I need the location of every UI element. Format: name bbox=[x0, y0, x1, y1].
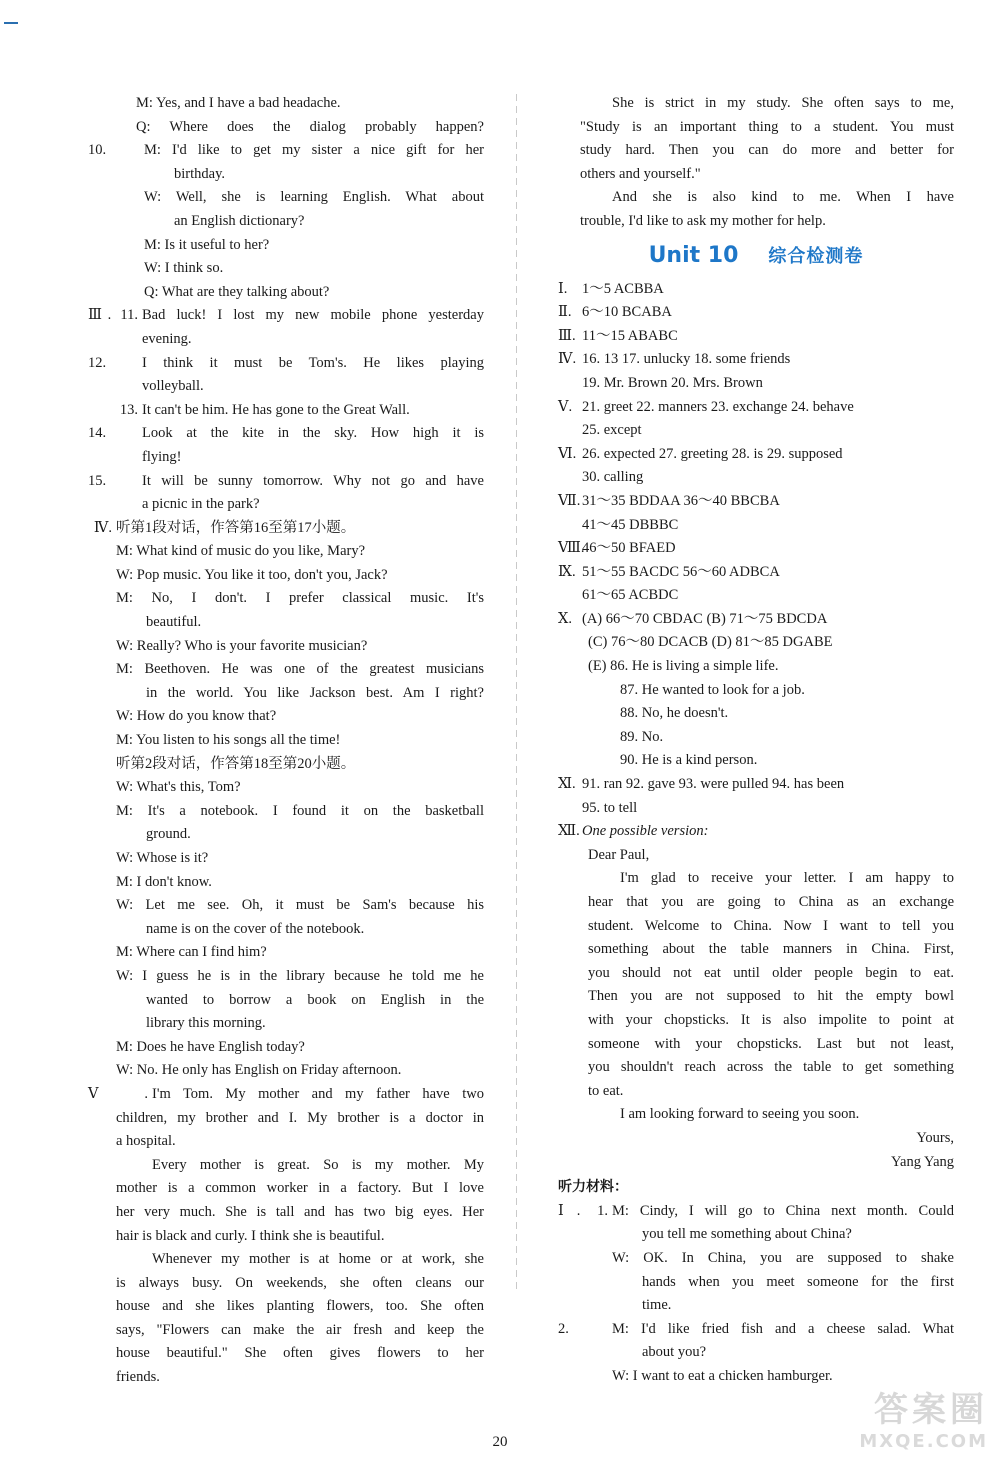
line-text: W: Let me see. Oh, it must be Sam's because his bbox=[116, 897, 484, 914]
text-line bbox=[88, 1248, 484, 1272]
text-line bbox=[88, 399, 484, 423]
line-text: name is on the cover of the notebook. bbox=[146, 920, 365, 937]
line-text: children, my brother and I. My brother is a doctor in bbox=[116, 1109, 484, 1126]
line-text: hands when you meet someone for the first bbox=[642, 1273, 954, 1290]
text-line bbox=[88, 729, 484, 753]
line-text: trouble, I'd like to ask my mother for help. bbox=[580, 212, 826, 229]
line-text: M: I'd like fried fish and a cheese salad. What bbox=[612, 1320, 954, 1337]
line-text: And she is also kind to me. When I have bbox=[612, 189, 954, 206]
text-line bbox=[558, 679, 954, 703]
text-line bbox=[558, 749, 954, 773]
text-line bbox=[88, 92, 484, 116]
line-text: student. Welcome to China. Now I want to tell you bbox=[588, 917, 954, 934]
line-text: 1～5 ACBBA bbox=[582, 280, 664, 297]
line-text: M: I'd like to get my sister a nice gift for her bbox=[144, 142, 484, 159]
text-line bbox=[558, 726, 954, 750]
line-text: 26. expected 27. greeting 28. is 29. supposed bbox=[582, 445, 843, 462]
item-number: Ⅺ. bbox=[558, 776, 576, 793]
item-number: Ⅵ. bbox=[558, 445, 577, 462]
text-line bbox=[88, 281, 484, 305]
essay-salutation: Dear Paul, bbox=[588, 846, 650, 863]
essay-body bbox=[558, 867, 954, 1127]
text-line bbox=[558, 1056, 954, 1080]
text-line bbox=[88, 517, 484, 541]
line-text: says, "Flowers can make the air fresh and keep the bbox=[116, 1321, 484, 1338]
line-text: friends. bbox=[116, 1369, 160, 1386]
text-line bbox=[88, 1272, 484, 1296]
text-line bbox=[558, 608, 954, 632]
line-text: M: What kind of music do you like, Mary? bbox=[116, 543, 366, 560]
line-text: 6～10 BCABA bbox=[582, 304, 672, 321]
line-text: M: Does he have English today? bbox=[116, 1038, 305, 1055]
item-number: Ⅳ. bbox=[558, 351, 577, 368]
line-text: 51～55 BACDC 56～60 ADBCA bbox=[582, 563, 780, 580]
line-text: W: I want to eat a chicken hamburger. bbox=[612, 1367, 833, 1384]
text-line bbox=[88, 800, 484, 824]
line-text: Q: What are they talking about? bbox=[144, 283, 330, 300]
item-number: 2. bbox=[558, 1320, 569, 1337]
text-line bbox=[88, 328, 484, 352]
section-numeral: Ⅻ. bbox=[558, 823, 580, 840]
text-line bbox=[558, 116, 954, 140]
watermark-main: 答案圈 bbox=[874, 1390, 988, 1430]
line-text: 87. He wanted to look for a job. bbox=[620, 681, 805, 698]
line-text: with your chopsticks. It is also impolite to point at bbox=[588, 1011, 954, 1028]
text-line bbox=[88, 587, 484, 611]
text-line bbox=[88, 446, 484, 470]
text-line bbox=[558, 1247, 954, 1271]
text-line bbox=[88, 210, 484, 234]
line-text: M: Beethoven. He was one of the greatest musicians bbox=[116, 661, 484, 678]
line-text: something about the table manners in China. First, bbox=[588, 941, 954, 958]
text-line bbox=[558, 490, 954, 514]
line-text: flying! bbox=[142, 448, 182, 465]
text-line bbox=[88, 894, 484, 918]
line-text: 88. No, he doesn't. bbox=[620, 705, 729, 722]
line-text: It can't be him. He has gone to the Great Wall. bbox=[142, 401, 410, 418]
text-line bbox=[558, 210, 954, 234]
text-line bbox=[558, 92, 954, 116]
line-text: 25. except bbox=[582, 422, 642, 439]
essay-header bbox=[558, 820, 954, 844]
text-line bbox=[558, 1294, 954, 1318]
text-line bbox=[558, 631, 954, 655]
line-text: 89. No. bbox=[620, 728, 664, 745]
text-line bbox=[88, 1225, 484, 1249]
text-line bbox=[558, 1103, 954, 1127]
line-text: her very much. She is tall and has two big eyes. Her bbox=[116, 1203, 484, 1220]
text-line bbox=[88, 847, 484, 871]
item-number: Ⅷ. bbox=[558, 540, 585, 557]
item-number: 14. bbox=[88, 425, 107, 442]
line-text: you shouldn't reach across the table to get something bbox=[588, 1059, 954, 1076]
item-number: Ⅸ. bbox=[558, 563, 576, 580]
item-number: 13. bbox=[119, 401, 138, 418]
text-line bbox=[88, 163, 484, 187]
line-text: I think it must be Tom's. He likes playing bbox=[142, 354, 484, 371]
line-text: 41～45 DBBBC bbox=[582, 516, 679, 533]
text-line bbox=[88, 1366, 484, 1390]
line-text: (A) 66～70 CBDAC (B) 71～75 BDCDA bbox=[582, 610, 828, 627]
line-text: Then you are not supposed to hit the empty bowl bbox=[588, 988, 954, 1005]
text-line bbox=[558, 561, 954, 585]
line-text: others and yourself." bbox=[580, 165, 701, 182]
text-line bbox=[88, 965, 484, 989]
text-line bbox=[558, 301, 954, 325]
line-text: Whenever my mother is at home or at work, she bbox=[152, 1251, 484, 1268]
line-text: M: Yes, and I have a bad headache. bbox=[136, 95, 341, 111]
text-line bbox=[88, 234, 484, 258]
text-line bbox=[558, 419, 954, 443]
line-text: 21. greet 22. manners 23. exchange 24. behave bbox=[582, 398, 854, 415]
line-text: 91. ran 92. gave 93. were pulled 94. has been bbox=[582, 776, 845, 793]
text-line bbox=[88, 186, 484, 210]
item-number: Ⅲ. 11. bbox=[88, 307, 138, 324]
line-text: 听第2段对话，作答第18至第20小题。 bbox=[116, 755, 356, 772]
page-number: 20 bbox=[492, 1434, 508, 1450]
text-line bbox=[558, 325, 954, 349]
line-text: 61～65 ACBDC bbox=[582, 587, 679, 604]
text-line bbox=[88, 470, 484, 494]
line-text: about you? bbox=[642, 1344, 707, 1361]
text-line bbox=[558, 443, 954, 467]
line-text: volleyball. bbox=[142, 378, 204, 395]
line-text: house and she likes planting flowers, too. She often bbox=[116, 1298, 484, 1315]
text-line bbox=[558, 537, 954, 561]
text-line bbox=[558, 867, 954, 891]
text-line bbox=[88, 493, 484, 517]
text-line bbox=[558, 773, 954, 797]
line-text: 31～35 BDDAA 36～40 BBCBA bbox=[582, 492, 780, 509]
item-number: Ⅳ. bbox=[93, 519, 112, 536]
line-text: 11～15 ABABC bbox=[582, 327, 678, 344]
text-line bbox=[558, 396, 954, 420]
line-text: Look at the kite in the sky. How high it is bbox=[142, 425, 484, 442]
text-line bbox=[88, 564, 484, 588]
line-text: W: I guess he is in the library because he told me he bbox=[116, 967, 484, 984]
text-line bbox=[88, 257, 484, 281]
text-line bbox=[88, 1083, 484, 1107]
text-line bbox=[558, 514, 954, 538]
text-line bbox=[88, 1059, 484, 1083]
line-text: It will be sunny tomorrow. Why not go and have bbox=[142, 472, 484, 489]
text-line bbox=[88, 422, 484, 446]
text-line bbox=[558, 139, 954, 163]
item-number: Ⅶ. bbox=[558, 492, 581, 509]
line-text: birthday. bbox=[174, 165, 226, 182]
item-number: Ⅰ. 1. bbox=[558, 1202, 608, 1219]
text-line bbox=[558, 163, 954, 187]
line-text: is always busy. On weekends, she often cleans our bbox=[116, 1274, 484, 1291]
text-line bbox=[88, 1154, 484, 1178]
line-text: wanted to borrow a book on English in the bbox=[146, 991, 484, 1008]
text-line bbox=[558, 938, 954, 962]
item-number: Ⅱ. bbox=[558, 304, 572, 321]
item-number: 12. bbox=[88, 354, 107, 371]
line-text: W: OK. In China, you are supposed to shake bbox=[612, 1249, 954, 1266]
line-text: beautiful. bbox=[146, 614, 202, 631]
essay-signature: Yang Yang bbox=[891, 1153, 954, 1170]
text-line bbox=[558, 797, 954, 821]
line-text: M: Where can I find him? bbox=[116, 944, 267, 961]
line-text: M: You listen to his songs all the time! bbox=[116, 732, 341, 749]
text-line bbox=[88, 918, 484, 942]
text-line bbox=[88, 1036, 484, 1060]
text-line bbox=[558, 1341, 954, 1365]
left-column bbox=[88, 92, 484, 1390]
text-line bbox=[558, 278, 954, 302]
text-line bbox=[88, 1130, 484, 1154]
line-text: a picnic in the park? bbox=[142, 496, 260, 513]
line-text: W: I think so. bbox=[144, 260, 224, 277]
line-text: W: What's this, Tom? bbox=[116, 779, 241, 796]
line-text: someone with your chopsticks. Last but not least, bbox=[588, 1035, 954, 1052]
line-text: house beautiful." She often gives flowers to her bbox=[116, 1345, 484, 1362]
line-text: hair is black and curly. I think she is beautiful. bbox=[116, 1227, 385, 1244]
text-line bbox=[88, 1319, 484, 1343]
text-line bbox=[88, 139, 484, 163]
unit-heading bbox=[558, 234, 954, 278]
line-text: W: Whose is it? bbox=[116, 850, 209, 866]
text-line bbox=[88, 989, 484, 1013]
line-text: hear that you are going to China as an exchange bbox=[588, 894, 954, 910]
text-line bbox=[88, 776, 484, 800]
line-text: M: No, I don't. I prefer classical music. It's bbox=[116, 590, 484, 607]
text-line bbox=[558, 372, 954, 396]
text-line bbox=[88, 682, 484, 706]
text-line bbox=[558, 1009, 954, 1033]
text-line bbox=[88, 1177, 484, 1201]
text-line bbox=[88, 1107, 484, 1131]
line-text: you tell me something about China? bbox=[642, 1226, 852, 1243]
sample-essay bbox=[558, 820, 954, 1174]
text-line bbox=[558, 1080, 954, 1104]
line-text: W: Well, she is learning English. What about bbox=[144, 189, 484, 206]
line-text: 46～50 BFAED bbox=[582, 540, 676, 557]
text-line bbox=[558, 655, 954, 679]
unit-subtitle: 综合检测卷 bbox=[768, 245, 864, 267]
essay-closing: Yours, bbox=[916, 1129, 954, 1146]
line-text: M: It's a notebook. I found it on the basketball bbox=[116, 802, 484, 819]
line-text: Every mother is great. So is my mother. My bbox=[152, 1156, 484, 1173]
listening-script bbox=[558, 1200, 954, 1389]
item-number: Ⅰ. bbox=[558, 280, 568, 297]
line-text: a hospital. bbox=[116, 1133, 176, 1150]
line-text: study hard. Then you can do more and better for bbox=[580, 142, 954, 159]
line-text: library this morning. bbox=[146, 1015, 266, 1032]
text-line bbox=[558, 702, 954, 726]
line-text: an English dictionary? bbox=[174, 212, 305, 229]
text-line bbox=[88, 116, 484, 140]
line-text: M: Is it useful to her? bbox=[144, 236, 270, 253]
line-text: W: No. He only has English on Friday afternoon. bbox=[116, 1062, 402, 1079]
text-line bbox=[88, 540, 484, 564]
text-line bbox=[558, 348, 954, 372]
text-line bbox=[88, 611, 484, 635]
text-line bbox=[558, 584, 954, 608]
text-line bbox=[88, 304, 484, 328]
line-text: M: I don't know. bbox=[116, 873, 212, 890]
text-line bbox=[88, 871, 484, 895]
line-text: W: Pop music. You like it too, don't you, Jack? bbox=[116, 566, 388, 583]
text-line bbox=[558, 891, 954, 915]
text-line bbox=[88, 375, 484, 399]
text-line bbox=[88, 941, 484, 965]
text-line bbox=[558, 466, 954, 490]
line-text: ground. bbox=[146, 826, 191, 843]
item-number: Ⅹ. bbox=[558, 610, 572, 627]
unit-title: Unit 10 bbox=[648, 242, 739, 268]
text-line bbox=[88, 823, 484, 847]
line-text: 30. calling bbox=[582, 469, 644, 486]
line-text: 95. to tell bbox=[582, 799, 638, 816]
line-text: W: How do you know that? bbox=[116, 708, 277, 725]
item-number: Ⅴ. bbox=[88, 1085, 148, 1102]
text-line bbox=[88, 753, 484, 777]
text-line bbox=[558, 1200, 954, 1224]
item-number: 10. bbox=[88, 142, 107, 159]
item-number: Ⅲ. bbox=[558, 327, 576, 344]
line-text: W: Really? Who is your favorite musician? bbox=[116, 637, 368, 654]
line-text: 听第1段对话，作答第16至第17小题。 bbox=[116, 519, 356, 536]
line-text: you should not eat until older people begin to eat. bbox=[588, 964, 954, 981]
line-text: Bad luck! I lost my new mobile phone yesterday bbox=[142, 307, 484, 324]
item-number: 15. bbox=[88, 472, 107, 489]
listening-heading: 听力材料： bbox=[558, 1179, 628, 1196]
line-text: "Study is an important thing to a student. You must bbox=[580, 118, 954, 135]
line-text: 19. Mr. Brown 20. Mrs. Brown bbox=[582, 374, 763, 391]
text-line bbox=[558, 1033, 954, 1057]
line-text: 16. 13 17. unlucky 18. some friends bbox=[582, 351, 791, 368]
text-line bbox=[558, 962, 954, 986]
line-text: 90. He is a kind person. bbox=[620, 752, 758, 769]
line-text: I'm Tom. My mother and my father have two bbox=[152, 1085, 484, 1102]
line-text: M: Cindy, I will go to China next month. Could bbox=[612, 1202, 954, 1219]
text-line bbox=[558, 1271, 954, 1295]
column-divider bbox=[516, 94, 517, 1294]
line-text: Q: Where does the dialog probably happen? bbox=[136, 118, 484, 135]
line-text: time. bbox=[642, 1297, 672, 1314]
corner-mark bbox=[4, 4, 18, 24]
text-line bbox=[88, 1201, 484, 1225]
text-line bbox=[558, 1318, 954, 1342]
text-line bbox=[88, 635, 484, 659]
line-text: (E) 86. He is living a simple life. bbox=[588, 658, 779, 675]
line-text: I'm glad to receive your letter. I am happy to bbox=[620, 870, 954, 887]
right-column bbox=[558, 92, 954, 1388]
text-line bbox=[88, 1295, 484, 1319]
text-line bbox=[88, 1342, 484, 1366]
text-line bbox=[88, 658, 484, 682]
text-line bbox=[88, 1012, 484, 1036]
item-number: Ⅴ. bbox=[558, 398, 573, 415]
text-line bbox=[558, 985, 954, 1009]
essay-label: One possible version: bbox=[582, 823, 709, 840]
line-text: (C) 76～80 DCACB (D) 81～85 DGABE bbox=[588, 634, 833, 651]
text-line bbox=[558, 915, 954, 939]
watermark-url: MXQE.COM bbox=[859, 1431, 988, 1452]
line-text: She is strict in my study. She often says to me, bbox=[612, 95, 954, 111]
line-text: in the world. You like Jackson best. Am I right? bbox=[146, 684, 484, 701]
line-text: I am looking forward to seeing you soon. bbox=[620, 1106, 860, 1123]
text-line bbox=[88, 352, 484, 376]
line-text: evening. bbox=[142, 330, 192, 347]
text-line bbox=[558, 186, 954, 210]
line-text: mother is a common worker in a factory. But I love bbox=[116, 1180, 484, 1197]
text-line bbox=[558, 1223, 954, 1247]
reading-text-continued bbox=[558, 92, 954, 234]
text-line bbox=[88, 705, 484, 729]
answer-key bbox=[558, 278, 954, 821]
line-text: to eat. bbox=[588, 1082, 624, 1099]
watermark-logo bbox=[859, 1382, 988, 1452]
